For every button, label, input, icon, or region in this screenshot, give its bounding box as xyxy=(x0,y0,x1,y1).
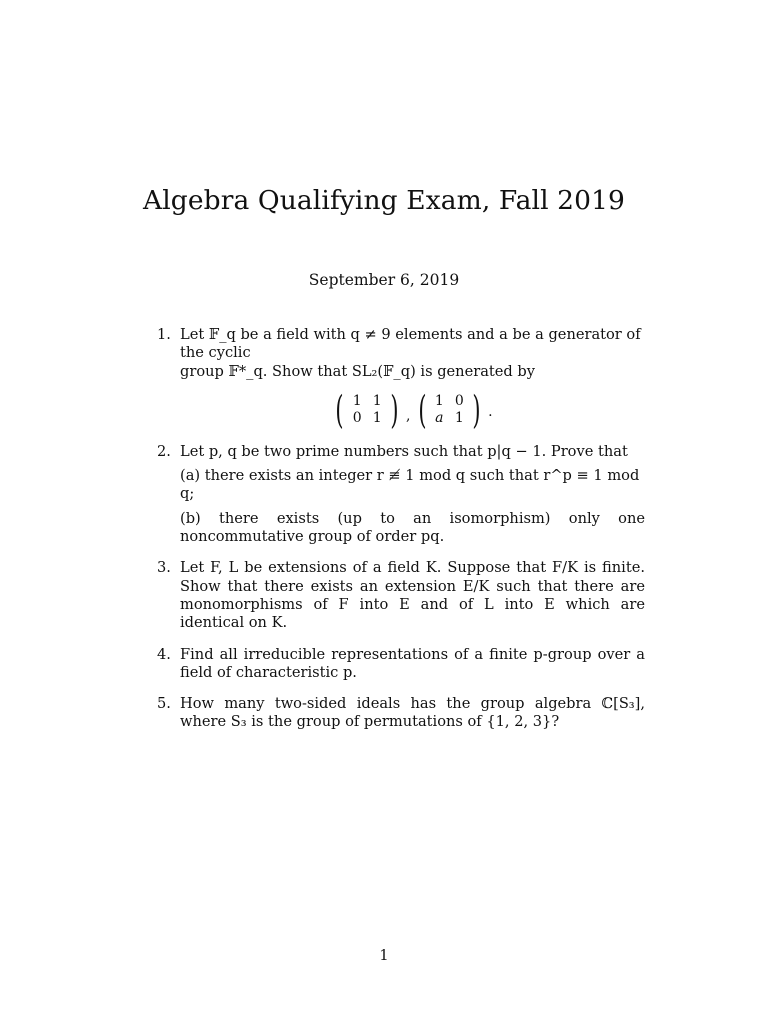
matrix-display xyxy=(180,387,645,432)
problem-2 xyxy=(157,443,645,546)
matrix-entry: 1 xyxy=(352,392,362,409)
problem-text: How many two-sided ideals has the group algebra ℂ[S₃], where S₃ is the group of permutations of {1, 2, 3}? xyxy=(180,695,645,731)
problem-number: 5. xyxy=(157,695,171,713)
exam-date: September 6, 2019 xyxy=(308,271,460,289)
problem-4 xyxy=(157,646,645,683)
problem-text-line: Let p, q be two prime numbers such that p|q − 1. Prove that xyxy=(180,442,628,460)
problem-number: 4. xyxy=(157,645,171,663)
problem-3 xyxy=(157,559,645,632)
problem-5 xyxy=(157,695,645,732)
matrix-end-punctuation: . xyxy=(488,403,493,420)
matrix-entry: 1 xyxy=(434,392,444,409)
page-number: 1 xyxy=(379,948,389,964)
matrix-1: ( 1 1 0 1 ) xyxy=(335,387,399,432)
problem-part-a: (a) there exists an integer r ≢ 1 mod q such that r^p ≡ 1 mod q; xyxy=(180,467,640,503)
matrix-entry: 1 xyxy=(372,409,382,426)
matrix-2: ( 1 0 a 1 ) xyxy=(417,387,481,432)
matrix-entry: 1 xyxy=(372,392,382,409)
problem-1 xyxy=(157,326,645,430)
problem-text-line: Let 𝔽_q be a field with q ≠ 9 elements and a be a generator of the cyclic xyxy=(180,326,641,362)
problem-text: Let F, L be extensions of a field K. Suppose that F/K is finite. Show that there exists an extension E/K such that there are monomorphisms of F into E and of L into E which are identical on K. xyxy=(180,559,645,632)
problem-text-line: group 𝔽*_q. Show that SL₂(𝔽_q) is generated by xyxy=(180,362,535,380)
problem-number: 3. xyxy=(157,559,171,577)
problem-number: 2. xyxy=(157,442,171,460)
problem-part-b: (b) there exists (up to an isomorphism) only one noncommutative group of order pq. xyxy=(180,509,645,546)
problem-list xyxy=(157,326,645,745)
matrix-entry: a xyxy=(435,409,444,426)
exam-title: Algebra Qualifying Exam, Fall 2019 xyxy=(142,185,626,216)
problem-number: 1. xyxy=(157,326,171,343)
matrix-entry: 0 xyxy=(454,392,464,409)
problem-text: Find all irreducible representations of a finite p-group over a field of characteristic p. xyxy=(180,645,645,681)
matrix-entry: 1 xyxy=(454,409,464,426)
matrix-entry: 0 xyxy=(352,409,362,426)
matrix-separator: , xyxy=(406,407,411,424)
